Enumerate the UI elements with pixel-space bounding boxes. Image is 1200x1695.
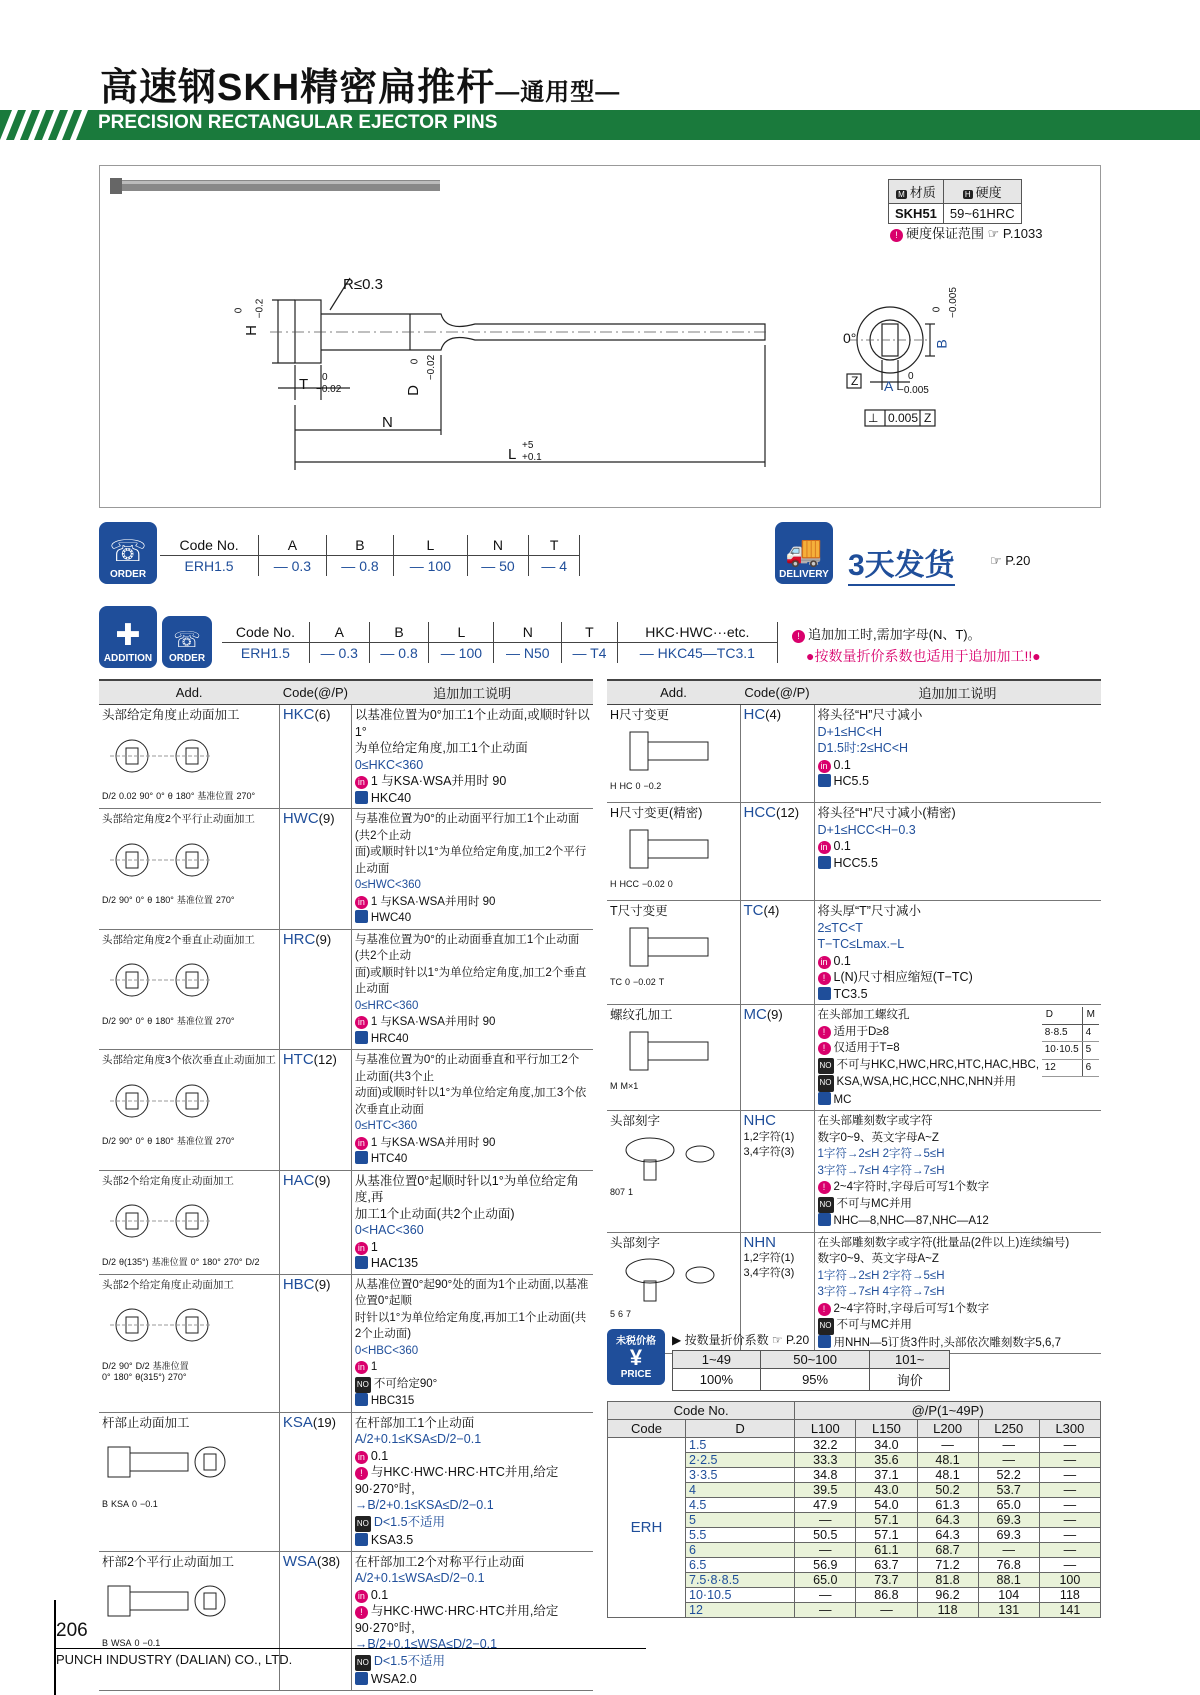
- add-figure: [610, 1024, 730, 1076]
- add-figure: [102, 724, 230, 786]
- price-add-icon: in: [355, 1361, 368, 1374]
- dim-b: B: [933, 339, 950, 349]
- price-row: 3·3.5 34.8 37.1 48.1 52.2 —: [608, 1468, 1101, 1483]
- right-table-row: 头部刻字 5 6 7 NHN 1,2字符(1) 3,4字符(3) 在头部雕刻数字或字符(批量品(2件以上)连续编号) 数字0~9、英文字母A~Z 1字符→2≤H 2字符→5≤H 3字符→7≤H 4字符→7≤H ! 2~4字符时,字母后可写1个数字 NO 不可与MC并用 用NHN—5订货3件时,头部依次雕刻数字5,6,7: [607, 1232, 1101, 1354]
- addition-icon: ✚ ADDITION: [99, 606, 157, 668]
- left-table-row: 头部2个给定角度止动面加工 D/2 90° D/2 基准位置0° 180° θ(315°) 270° HBC(9) 从基准位置0°起90°处的面为1个止动面,以基准位置0°起顺 时针以1°为单位给定角度,再加工1个止动面(共2个止动面) 0<HBC<360 in 1 NO 不可给定90° HBC315: [99, 1274, 593, 1412]
- price-row: 5.5 50.5 57.1 64.3 69.3 —: [608, 1528, 1101, 1543]
- footer-line: [56, 1648, 646, 1649]
- price-row: 10·10.5 — 86.8 96.2 104 118: [608, 1588, 1101, 1603]
- caution-icon: !: [818, 1042, 831, 1055]
- order-example-icon: [355, 1672, 368, 1685]
- datum-z: Z: [851, 374, 859, 388]
- delivery-ref: ☞ P.20: [990, 553, 1031, 568]
- add-figure: [102, 1189, 230, 1251]
- d-m-table: D M 8·8.5 4 10·10.5 5 12 6: [1042, 1007, 1099, 1077]
- price-row: 2·2.5 33.3 35.6 48.1 — —: [608, 1453, 1101, 1468]
- material-icon: M: [898, 190, 905, 199]
- add-figure: [102, 948, 230, 1010]
- discount-label: ▶ 按数量折价系数 ☞ P.20: [672, 1333, 810, 1347]
- add-figure: [102, 1293, 230, 1355]
- price-add-icon: in: [355, 1242, 368, 1255]
- order-example-icon: [355, 1151, 368, 1164]
- left-table-row: 杆部止动面加工 B KSA 0 −0.1 KSA(19) 在杆部加工1个止动面 A/2+0.1≤KSA≤D/2−0.1 in 0.1 ! 与HKC·HWC·HRC·HTC并用,给定90·270°时, →B/2+0.1≤KSA≤D/2−0.1 NO D<1.5不适用 KSA3.5: [99, 1412, 593, 1551]
- left-table-row: 头部给定角度3个依次垂直止动面加工 D/2 90° 0° θ 180° 基准位置 270° HTC(12) 与基准位置为0°的止动面垂直和平行加工2个止动面(共3个止 动面)或顺时针以1°为单位给定角度,加工3个依次垂直止动面 0≤HTC<360 in 1 与KSA·WSA并用时 90 HTC40: [99, 1050, 593, 1171]
- dim-h-tol-top: 0: [233, 307, 245, 314]
- company-name: PUNCH INDUSTRY (DALIAN) CO., LTD.: [56, 1652, 293, 1667]
- add-figure: [102, 828, 230, 890]
- dim-angle-0: 0°: [843, 330, 857, 346]
- add-figure: [610, 822, 730, 874]
- dim-d-tol-top: 0: [409, 358, 421, 365]
- add-figure: [610, 1130, 730, 1182]
- order-example-icon: [355, 1393, 368, 1406]
- dim-d: D: [404, 385, 422, 396]
- price-add-icon: in: [818, 760, 831, 773]
- caution-icon: !: [818, 1181, 831, 1194]
- price-row: 12 — — 118 131 141: [608, 1603, 1101, 1618]
- right-table-row: 螺纹孔加工 M M×1 MC(9) 在头部加工螺纹孔 ! 适用于D≥8 ! 仅适用于T=8 NO 不可与HKC,HWC,HRC,HTC,HAC,HBC, NO KSA,WSA,HC,HCC,NHC,NHN并用 MC D M 8·8.5 4 10·10.5 5 12 6: [607, 1005, 1101, 1111]
- prohibit-icon: NO: [355, 1377, 371, 1394]
- right-addition-table: Add. Code(@/P) 追加加工说明 H尺寸变更 H HC 0 −0.2 HC(4) 将头径“H”尺寸减小 D+1≤HC<H D1.5时:2≤HC<H in 0.1 HC5.5 H尺寸变更(精密) H HCC −0.02 0 HCC(12) 将头径“H”尺寸减小(精密) D+1≤HCC<H−0.3 in 0.1 HCC5.5 T尺寸变更 TC 0 −0.02 T TC(4) 将头厚“T”尺寸减小 2≤TC<T T−TC≤Lmax.−L in 0.1 ! L(N)尺寸相应缩短(T−TC) TC3.5 螺纹孔加工 M M×1 MC(9) 在头部加工螺纹孔 ! 适用于D≥8 ! 仅适用于T=8 NO 不可与HKC,HWC,HRC,HTC,HAC,HBC, NO KSA,WSA,HC,HCC,NHC,NHN并用 MC D M 8·8.5 4 10·10.5 5 12 6 头部刻字 807 1 NHC 1,2字符(1) 3,4字符(3) 在头部雕刻数字或字符 数字0~9、英文字母A~Z 1字符→2≤H 2字符→5≤H 3字符→7≤H 4字符→7≤H ! 2~4字符时,字母后可写1个数字 NO 不可与MC并用 NHC—8,NHC—87,NHC—A12 头部刻字 5 6 7 NHN 1,2字符(1) 3,4字符(3) 在头部雕刻数字或字符(批量品(2件以上)连续编号) 数字0~9、英文字母A~Z 1字符→2≤H 2字符→5≤H 3字符→7≤H 4字符→7≤H ! 2~4字符时,字母后可写1个数字 NO 不可与MC并用 用NHN—5订货3件时,头部依次雕刻数字5,6,7: [607, 679, 1101, 1354]
- addition-order-icon: ☏ ORDER: [162, 616, 212, 668]
- caution-icon: !: [818, 972, 831, 985]
- left-table-row: 头部给定角度止动面加工 D/2 0.02 90° 0° θ 180° 基准位置 270° HKC(6) 以基准位置为0°加工1个止动面,或顺时针以1° 为单位给定角度,加工1个止动面 0≤HKC<360 in 1 与KSA·WSA并用时 90 HKC40: [99, 705, 593, 809]
- price-add-icon: in: [355, 1016, 368, 1029]
- pin-photo: [108, 176, 448, 196]
- price-row: 6.5 56.9 63.7 71.2 76.8 —: [608, 1558, 1101, 1573]
- dim-l-tol-bot: +0.1: [522, 452, 542, 463]
- left-table-row: 头部给定角度2个垂直止动面加工 D/2 90° 0° θ 180° 基准位置 270° HRC(9) 与基准位置为0°的止动面垂直加工1个止动面(共2个止动 面)或顺时针以1°为单位给定角度,加工2个垂直止动面 0≤HRC<360 in 1 与KSA·WSA并用时 90 HRC40: [99, 929, 593, 1050]
- dim-d-tol: −0.02: [426, 354, 438, 381]
- perp-symbol: ⊥: [868, 411, 879, 425]
- right-table-row: H尺寸变更(精密) H HCC −0.02 0 HCC(12) 将头径“H”尺寸减小(精密) D+1≤HCC<H−0.3 in 0.1 HCC5.5: [607, 803, 1101, 901]
- order-example-icon: [355, 1031, 368, 1044]
- addition-note-1: ! 追加加工时,需加字母(N、T)。: [792, 624, 981, 643]
- caution-icon: !: [355, 1606, 368, 1619]
- price-row: ERH 1.5 32.2 34.0 — — —: [608, 1438, 1101, 1453]
- order-code-table: Code No. A B L N T ERH1.5 — 0.3 — 0.8 — 100 — 50 — 4: [160, 535, 580, 576]
- perp-ref: Z: [924, 411, 932, 425]
- perp-value: 0.005: [888, 411, 919, 425]
- page-title: 高速钢SKH精密扁推杆—通用型—: [100, 67, 621, 109]
- left-table-row: 头部2个给定角度止动面加工 D/2 θ(135°) 基准位置 0° 180° 270° D/2 HAC(9) 从基准位置0°起顺时针以1°为单位给定角度,再 加工1个止动面(共2个止动面) 0<HAC<360 in 1 HAC135: [99, 1170, 593, 1274]
- pin-side-drawing: [230, 270, 770, 470]
- addition-code-table: Code No. A B L N T HKC·HWC···etc. ERH1.5 — 0.3 — 0.8 — 100 — N50 — T4 — HKC45—TC3.1: [222, 622, 778, 663]
- dim-b-tol-top: 0: [931, 306, 943, 313]
- prohibit-icon: NO: [818, 1075, 834, 1092]
- order-example-icon: [818, 774, 831, 787]
- dim-l-tol-top: +5: [522, 440, 534, 451]
- prohibit-icon: NO: [818, 1318, 834, 1335]
- order-example-icon: [818, 1092, 831, 1105]
- price-row: 4 39.5 43.0 50.2 53.7 —: [608, 1483, 1101, 1498]
- prohibit-icon: NO: [818, 1058, 834, 1075]
- order-example-icon: [355, 791, 368, 804]
- order-example-icon: [818, 987, 831, 1000]
- discount-table: 1~49 50~100 101~ 100% 95% 询价: [672, 1350, 950, 1391]
- prohibit-icon: NO: [355, 1655, 371, 1672]
- dim-t-tol-bot: −0.02: [316, 384, 342, 395]
- add-figure: [102, 1431, 230, 1493]
- add-figure: [102, 1570, 230, 1632]
- prohibit-icon: NO: [355, 1516, 371, 1533]
- left-table-row: 头部给定角度2个平行止动面加工 D/2 90° 0° θ 180° 基准位置 270° HWC(9) 与基准位置为0°的止动面平行加工1个止动面(共2个止动 面)或顺时针以1°为单位给定角度,加工2个平行止动面 0≤HWC<360 in 1 与KSA·WSA并用时 90 HWC40: [99, 809, 593, 930]
- price-add-icon: in: [355, 1137, 368, 1150]
- order-example-icon: [818, 1335, 831, 1348]
- dim-a-tol-top: 0: [908, 371, 914, 382]
- add-figure: [610, 1251, 730, 1303]
- right-table-row: T尺寸变更 TC 0 −0.02 T TC(4) 将头厚“T”尺寸减小 2≤TC<T T−TC≤Lmax.−L in 0.1 ! L(N)尺寸相应缩短(T−TC) TC3.5: [607, 901, 1101, 1005]
- hardness-icon: H: [964, 190, 971, 199]
- price-table: Code No. @/P(1~49P) Code D L100 L150 L200 L250 L300 ERH 1.5 32.2 34.0 — — — 2·2.5 33.3 35.6 48.1 — — 3·3.5 34.8 37.1 48.1 52.2 — 4 39.5 43.0 50.2 53.7 — 4.5 47.9 54.0 61.3 65.0 — 5 — 57.1 64.3 69.3 — 5.5 50.5 57.1 64.3 69.3 — 6 — 61.1 68.7 — — 6.5 56.9 63.7 71.2 76.8 — 7.5·8·8.5 65.0 73.7 81.8 88.1 100 10·10.5 — 86.8 96.2 104 118 12 — — 118 131 141: [607, 1401, 1101, 1618]
- price-row: 5 — 57.1 64.3 69.3 —: [608, 1513, 1101, 1528]
- price-row: 7.5·8·8.5 65.0 73.7 81.8 88.1 100: [608, 1573, 1101, 1588]
- price-add-icon: in: [355, 896, 368, 909]
- right-table-row: H尺寸变更 H HC 0 −0.2 HC(4) 将头径“H”尺寸减小 D+1≤HC<H D1.5时:2≤HC<H in 0.1 HC5.5: [607, 705, 1101, 803]
- price-add-icon: in: [355, 776, 368, 789]
- delivery-icon: 🚚 DELIVERY: [775, 522, 833, 584]
- dim-l: L: [508, 446, 517, 463]
- dim-b-tol-bot: −0.005: [947, 287, 959, 318]
- dim-r: R≤0.3: [343, 276, 383, 293]
- add-figure: [610, 920, 730, 972]
- order-example-icon: [818, 856, 831, 869]
- dim-a: A: [884, 378, 894, 394]
- add-figure: [102, 1069, 230, 1131]
- dim-h-tol-bot: −0.2: [254, 298, 266, 319]
- material-table: M 材质 H 硬度 SKH51 59~61HRC: [888, 179, 1022, 224]
- price-row: 6 — 61.1 68.7 — —: [608, 1543, 1101, 1558]
- add-figure: [610, 724, 730, 776]
- price-add-icon: in: [818, 956, 831, 969]
- addition-note-2: ●按数量折价系数也适用于追加加工!!●: [806, 648, 1041, 664]
- price-add-icon: in: [818, 841, 831, 854]
- price-row: 4.5 47.9 54.0 61.3 65.0 —: [608, 1498, 1101, 1513]
- caution-icon: !: [355, 1467, 368, 1480]
- order-example-icon: [355, 1533, 368, 1546]
- subtitle-en: PRECISION RECTANGULAR EJECTOR PINS: [98, 112, 498, 133]
- left-table-row: 杆部2个平行止动面加工 B WSA 0 −0.1 WSA(38) 在杆部加工2个对称平行止动面 A/2+0.1≤WSA≤D/2−0.1 in 0.1 ! 与HKC·HWC·HRC·HTC并用,给定90·270°时, →B/2+0.1≤WSA≤D/2−0.1 NO D<1.5不适用 WSA2.0: [99, 1551, 593, 1690]
- order-example-icon: [818, 1213, 831, 1226]
- price-add-icon: in: [355, 1590, 368, 1603]
- order-example-icon: [355, 1256, 368, 1269]
- hardness-note: ! 硬度保证范围 ☞ P.1033: [890, 223, 1042, 242]
- dim-t: T: [299, 376, 309, 393]
- caution-icon: !: [818, 1026, 831, 1039]
- price-icon: 未税价格 ¥ PRICE: [607, 1329, 665, 1385]
- dim-h: H: [242, 325, 260, 336]
- caution-icon: !: [818, 1303, 831, 1316]
- prohibit-icon: NO: [818, 1197, 834, 1214]
- right-table-row: 头部刻字 807 1 NHC 1,2字符(1) 3,4字符(3) 在头部雕刻数字或字符 数字0~9、英文字母A~Z 1字符→2≤H 2字符→5≤H 3字符→7≤H 4字符→7≤H ! 2~4字符时,字母后可写1个数字 NO 不可与MC并用 NHC—8,NHC—87,NHC—A12: [607, 1111, 1101, 1233]
- delivery-text: 3天发货: [848, 540, 955, 586]
- price-add-icon: in: [355, 1451, 368, 1464]
- order-example-icon: [355, 910, 368, 923]
- dim-n: N: [382, 414, 393, 431]
- left-addition-table: Add. Code(@/P) 追加加工说明 头部给定角度止动面加工 D/2 0.02 90° 0° θ 180° 基准位置 270° HKC(6) 以基准位置为0°加工1个止动面,或顺时针以1° 为单位给定角度,加工1个止动面 0≤HKC<360 in 1 与KSA·WSA并用时 90 HKC40 头部给定角度2个平行止动面加工 D/2 90° 0° θ 180° 基准位置 270° HWC(9) 与基准位置为0°的止动面平行加工1个止动面(共2个止动 面)或顺时针以1°为单位给定角度,加工2个平行止动面 0≤HWC<360 in 1 与KSA·WSA并用时 90 HWC40 头部给定角度2个垂直止动面加工 D/2 90° 0° θ 180° 基准位置 270° HRC(9) 与基准位置为0°的止动面垂直加工1个止动面(共2个止动 面)或顺时针以1°为单位给定角度,加工2个垂直止动面 0≤HRC<360 in 1 与KSA·WSA并用时 90 HRC40 头部给定角度3个依次垂直止动面加工 D/2 90° 0° θ 180° 基准位置 270° HTC(12) 与基准位置为0°的止动面垂直和平行加工2个止动面(共3个止 动面)或顺时针以1°为单位给定角度,加工3个依次垂直止动面 0≤HTC<360 in 1 与KSA·WSA并用时 90 HTC40 头部2个给定角度止动面加工 D/2 θ(135°) 基准位置 0° 180° 270° D/2 HAC(9) 从基准位置0°起顺时针以1°为单位给定角度,再 加工1个止动面(共2个止动面) 0<HAC<360 in 1 HAC135 头部2个给定角度止动面加工 D/2 90° D/2 基准位置0° 180° θ(315°) 270° HBC(9) 从基准位置0°起90°处的面为1个止动面,以基准位置0°起顺 时针以1°为单位给定角度,再加工1个止动面(共2个止动面) 0<HBC<360 in 1 NO 不可给定90° HBC315 杆部止动面加工 B KSA 0 −0.1 KSA(19) 在杆部加工1个止动面 A/2+0.1≤KSA≤D/2−0.1 in 0.1 ! 与HKC·HWC·HRC·HTC并用,给定90·270°时, →B/2+0.1≤KSA≤D/2−0.1 NO D<1.5不适用 KSA3.5 杆部2个平行止动面加工 B WSA 0 −0.1 WSA(38) 在杆部加工2个对称平行止动面 A/2+0.1≤WSA≤D/2−0.1 in 0.1 ! 与HKC·HWC·HRC·HTC并用,给定90·270°时, →B/2+0.1≤WSA≤D/2−0.1 NO D<1.5不适用 WSA2.0: [99, 679, 593, 1691]
- page-number: 206: [56, 1620, 88, 1641]
- dim-a-tol-bot: −0.005: [898, 385, 929, 396]
- dim-t-tol-top: 0: [322, 372, 328, 383]
- order-icon: ☏ ORDER: [99, 522, 157, 584]
